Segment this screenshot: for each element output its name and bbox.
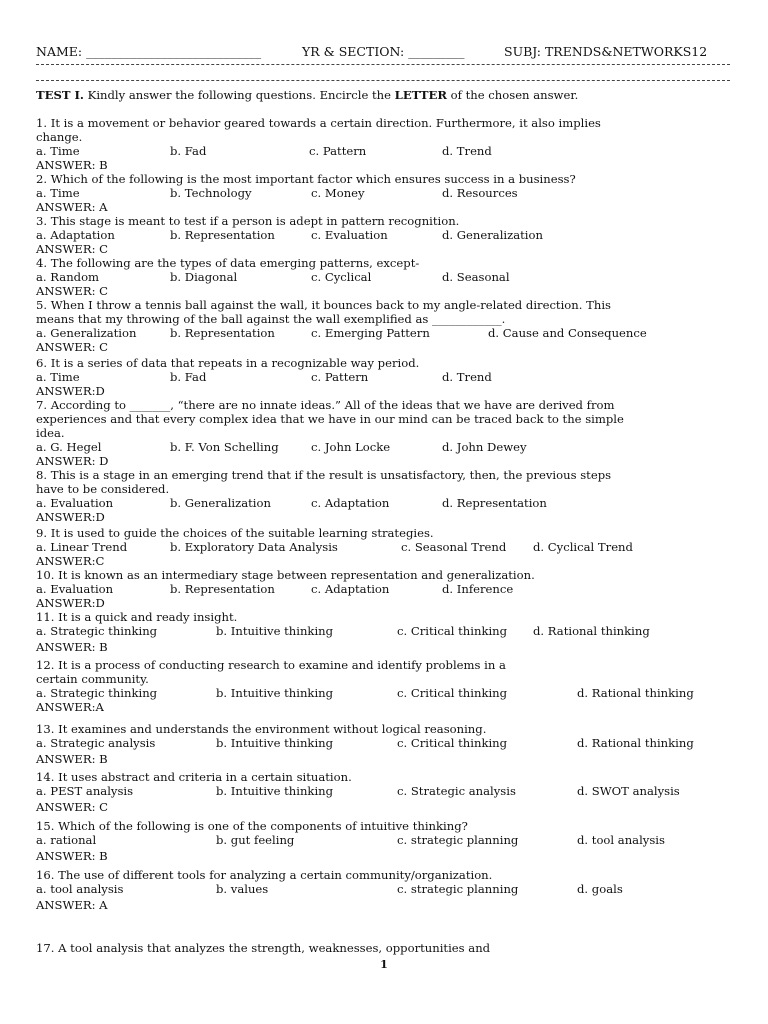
answer-option[interactable]: d. Trend xyxy=(442,144,492,158)
answer-option[interactable]: b. Intuitive thinking xyxy=(216,736,334,750)
answer-key: ANSWER:D xyxy=(36,384,105,398)
question-text: 2. Which of the following is the most important factor which ensures success in a business? xyxy=(36,172,576,186)
answer-option[interactable]: a. Linear Trend xyxy=(36,540,128,554)
answer-option[interactable]: d. Trend xyxy=(442,370,492,384)
answer-option[interactable]: b. Exploratory Data Analysis xyxy=(170,540,338,554)
answer-option[interactable]: c. strategic planning xyxy=(397,882,519,896)
options-row xyxy=(36,370,736,384)
divider-line xyxy=(36,80,730,81)
question-text: 8. This is a stage in an emerging trend that if the result is unsatisfactory, then, the previous steps xyxy=(36,468,612,482)
answer-option[interactable]: d. Cyclical Trend xyxy=(533,540,633,554)
answer-option[interactable]: c. Emerging Pattern xyxy=(311,326,430,340)
options-row xyxy=(36,582,736,596)
answer-option[interactable]: d. John Dewey xyxy=(442,440,527,454)
answer-option[interactable]: a. Evaluation xyxy=(36,582,114,596)
question-text: 4. The following are the types of data emerging patterns, except- xyxy=(36,256,420,270)
answer-key: ANSWER: C xyxy=(36,242,109,256)
question-text: 12. It is a process of conducting research to examine and identify problems in a xyxy=(36,658,506,672)
answer-option[interactable]: d. tool analysis xyxy=(577,833,665,847)
section-field: YR & SECTION: _________ xyxy=(302,44,465,59)
answer-option[interactable]: d. goals xyxy=(577,882,623,896)
answer-option[interactable]: d. SWOT analysis xyxy=(577,784,680,798)
answer-option[interactable]: b. Technology xyxy=(170,186,252,200)
answer-option[interactable]: a. Strategic thinking xyxy=(36,624,158,638)
answer-option[interactable]: c. Cyclical xyxy=(311,270,372,284)
answer-option[interactable]: c. John Locke xyxy=(311,440,391,454)
answer-key: ANSWER: A xyxy=(36,898,108,912)
answer-option[interactable]: b. Fad xyxy=(170,144,207,158)
answer-option[interactable]: a. Time xyxy=(36,186,80,200)
options-row xyxy=(36,784,736,798)
answer-option[interactable]: c. Adaptation xyxy=(311,496,390,510)
question-text: means that my throwing of the ball against the wall exemplified as ____________. xyxy=(36,312,506,326)
answer-option[interactable]: b. Intuitive thinking xyxy=(216,784,334,798)
options-row xyxy=(36,440,736,454)
page-number: 1 xyxy=(380,958,388,971)
answer-option[interactable]: b. Representation xyxy=(170,326,275,340)
question-text: idea. xyxy=(36,426,65,440)
answer-option[interactable]: c. Adaptation xyxy=(311,582,390,596)
answer-option[interactable]: a. Strategic thinking xyxy=(36,686,158,700)
answer-option[interactable]: b. Representation xyxy=(170,582,275,596)
answer-option[interactable]: a. Strategic analysis xyxy=(36,736,156,750)
answer-key: ANSWER: B xyxy=(36,752,108,766)
answer-key: ANSWER: B xyxy=(36,158,108,172)
answer-option[interactable]: d. Seasonal xyxy=(442,270,510,284)
question-text: 1. It is a movement or behavior geared towards a certain direction. Furthermore, it also implies xyxy=(36,116,601,130)
options-row xyxy=(36,736,736,750)
answer-option[interactable]: b. Intuitive thinking xyxy=(216,624,334,638)
question-text: 17. A tool analysis that analyzes the strength, weaknesses, opportunities and xyxy=(36,941,491,955)
question-text: 5. When I throw a tennis ball against the wall, it bounces back to my angle-related direction. This xyxy=(36,298,611,312)
answer-key: ANSWER:D xyxy=(36,596,105,610)
options-row xyxy=(36,686,736,700)
answer-option[interactable]: c. Pattern xyxy=(311,370,369,384)
answer-option[interactable]: c. Evaluation xyxy=(311,228,388,242)
options-row xyxy=(36,624,736,638)
answer-option[interactable]: c. Money xyxy=(311,186,365,200)
answer-option[interactable]: a. Adaptation xyxy=(36,228,115,242)
answer-option[interactable]: b. Diagonal xyxy=(170,270,238,284)
answer-key: ANSWER: A xyxy=(36,200,108,214)
options-row xyxy=(36,326,736,340)
answer-option[interactable]: b. Representation xyxy=(170,228,275,242)
question-text: 6. It is a series of data that repeats in a recognizable way period. xyxy=(36,356,420,370)
answer-option[interactable]: a. Time xyxy=(36,370,80,384)
header-row xyxy=(36,44,736,60)
answer-option[interactable]: c. Critical thinking xyxy=(397,624,508,638)
answer-option[interactable]: d. Rational thinking xyxy=(577,736,694,750)
answer-option[interactable]: d. Representation xyxy=(442,496,547,510)
options-row xyxy=(36,496,736,510)
answer-option[interactable]: d. Rational thinking xyxy=(577,686,694,700)
answer-option[interactable]: a. PEST analysis xyxy=(36,784,134,798)
question-text: 16. The use of different tools for analyzing a certain community/organization. xyxy=(36,868,493,882)
answer-key: ANSWER: B xyxy=(36,640,108,654)
test-label: TEST I. xyxy=(36,88,84,102)
answer-option[interactable]: c. Strategic analysis xyxy=(397,784,516,798)
divider-line xyxy=(36,64,730,65)
answer-option[interactable]: b. Generalization xyxy=(170,496,271,510)
answer-option[interactable]: d. Cause and Consequence xyxy=(488,326,647,340)
question-text: experiences and that every complex idea that we have in our mind can be traced back to the simple xyxy=(36,412,624,426)
answer-option[interactable]: d. Generalization xyxy=(442,228,543,242)
answer-option[interactable]: a. Evaluation xyxy=(36,496,114,510)
answer-key: ANSWER: C xyxy=(36,800,109,814)
answer-option[interactable]: a. Generalization xyxy=(36,326,137,340)
answer-option[interactable]: c. strategic planning xyxy=(397,833,519,847)
answer-option[interactable]: b. gut feeling xyxy=(216,833,295,847)
subject-field: SUBJ: TRENDS&NETWORKS12 xyxy=(504,44,708,59)
answer-key: ANSWER: B xyxy=(36,849,108,863)
question-text: 9. It is used to guide the choices of the suitable learning strategies. xyxy=(36,526,434,540)
answer-option[interactable]: b. F. Von Schelling xyxy=(170,440,279,454)
question-text: 14. It uses abstract and criteria in a certain situation. xyxy=(36,770,352,784)
question-text: 13. It examines and understands the environment without logical reasoning. xyxy=(36,722,487,736)
answer-option[interactable]: a. Random xyxy=(36,270,100,284)
answer-key: ANSWER: C xyxy=(36,340,109,354)
answer-option[interactable]: d. Rational thinking xyxy=(533,624,650,638)
question-text: change. xyxy=(36,130,83,144)
answer-option[interactable]: a. rational xyxy=(36,833,97,847)
answer-option[interactable]: c. Critical thinking xyxy=(397,686,508,700)
answer-option[interactable]: c. Pattern xyxy=(309,144,367,158)
answer-option[interactable]: b. values xyxy=(216,882,269,896)
answer-key: ANSWER:A xyxy=(36,700,104,714)
options-row xyxy=(36,144,736,158)
answer-key: ANSWER:C xyxy=(36,554,105,568)
question-text: certain community. xyxy=(36,672,149,686)
options-row xyxy=(36,540,736,554)
question-text: 3. This stage is meant to test if a person is adept in pattern recognition. xyxy=(36,214,460,228)
answer-option[interactable]: c. Seasonal Trend xyxy=(401,540,507,554)
question-text: have to be considered. xyxy=(36,482,170,496)
answer-option[interactable]: d. Resources xyxy=(442,186,518,200)
question-text: 7. According to _______, “there are no innate ideas.” All of the ideas that we have are derived from xyxy=(36,398,615,412)
question-text: 15. Which of the following is one of the components of intuitive thinking? xyxy=(36,819,468,833)
answer-key: ANSWER: C xyxy=(36,284,109,298)
options-row xyxy=(36,186,736,200)
answer-option[interactable]: a. tool analysis xyxy=(36,882,124,896)
options-row xyxy=(36,882,736,896)
answer-option[interactable]: a. Time xyxy=(36,144,80,158)
answer-key: ANSWER: D xyxy=(36,454,109,468)
answer-option[interactable]: a. G. Hegel xyxy=(36,440,102,454)
question-text: 10. It is known as an intermediary stage between representation and generalization. xyxy=(36,568,535,582)
name-field: NAME: ____________________________ xyxy=(36,44,262,59)
options-row xyxy=(36,270,736,284)
options-row xyxy=(36,228,736,242)
answer-key: ANSWER:D xyxy=(36,510,105,524)
options-row xyxy=(36,833,736,847)
answer-option[interactable]: d. Inference xyxy=(442,582,514,596)
answer-option[interactable]: b. Fad xyxy=(170,370,207,384)
question-text: 11. It is a quick and ready insight. xyxy=(36,610,238,624)
letter-emphasis: LETTER xyxy=(394,88,447,102)
instructions: TEST I. Kindly answer the following questions. Encircle the LETTER of the chosen answer. xyxy=(36,88,579,102)
answer-option[interactable]: b. Intuitive thinking xyxy=(216,686,334,700)
answer-option[interactable]: c. Critical thinking xyxy=(397,736,508,750)
